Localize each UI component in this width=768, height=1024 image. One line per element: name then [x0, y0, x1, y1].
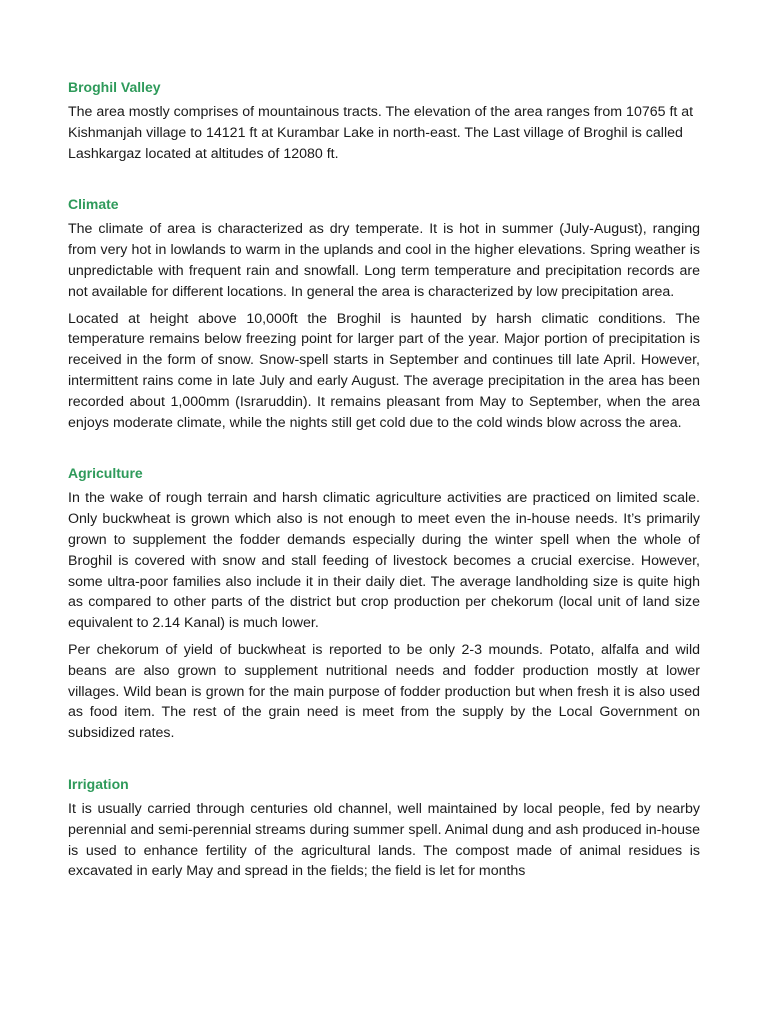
paragraph: It is usually carried through centuries old channel, well maintained by local people, fed by nearby perennial and semi-perennial streams during summer spell. Animal dung and ash produced in-house is used to enhance fertility of the agricultural lands. The compost made of animal residues is excavated in early May and spread in the fields; the field is let for months — [68, 800, 700, 880]
section-heading: Climate — [68, 196, 119, 213]
section-irrigation — [68, 775, 700, 882]
section-heading: Broghil Valley — [68, 79, 161, 95]
paragraph: Per chekorum of yield of buckwheat is reported to be only 2-3 mounds. Potato, alfalfa and wild beans are also grown to supplement nutritional needs and fodder production mostly at lower villages. Wild bean is grown for the main purpose of fodder production but when fresh it is also used as food item. The rest of the grain need is meet from the supply by the Local Government on subsidized rates. — [68, 641, 700, 742]
paragraph: In the wake of rough terrain and harsh climatic agriculture activities are practiced on limited scale. Only buckwheat is grown which also is not enough to meet even the in-house needs. It’s primarily grown to supplement the fodder demands especially during the winter spell when the whole of Broghil is covered with snow and stall feeding of livestock becomes a crucial exercise. However, some ultra-poor families also include it in their daily diet. The average landholding size is quite high as compared to other parts of the district but crop production per chekorum (local unit of land size equivalent to 2.14 Kanal) is much lower. — [68, 490, 700, 632]
section-heading: Irrigation — [68, 775, 129, 792]
section-agriculture — [68, 464, 700, 744]
paragraph: The climate of area is characterized as dry temperate. It is hot in summer (July-August), ranging from very hot in lowlands to warm in the uplands and cool in the higher elevations. Spring weather is unpredictable with frequent rain and snowfall. Long term temperature and precipitation records are not available for different locations. In general the area is characterized by low precipitation area. — [68, 221, 700, 300]
section-broghil-valley — [68, 78, 700, 164]
paragraph: Located at height above 10,000ft the Broghil is haunted by harsh climatic conditions. The temperature remains below freezing point for larger part of the year. Major portion of precipitation is received in the form of snow. Snow-spell starts in September and continues till late April. However, intermittent rains come in late July and early August. The average precipitation in the area has been recorded about 1,000mm (Israruddin). It remains pleasant from May to September, when the area enjoys moderate climate, while the nights still get cold due to the cold winds blow across the area. — [68, 310, 700, 431]
document-page — [68, 78, 700, 888]
section-climate — [68, 195, 700, 433]
section-heading: Agriculture — [68, 465, 143, 482]
paragraph: The area mostly comprises of mountainous tracts. The elevation of the area ranges from 10765 ft at Kishmanjah village to 14121 ft at Kurambar Lake in north-east. The Last village of Broghil is called Lashkargaz located at altitudes of 12080 ft. — [68, 104, 694, 162]
